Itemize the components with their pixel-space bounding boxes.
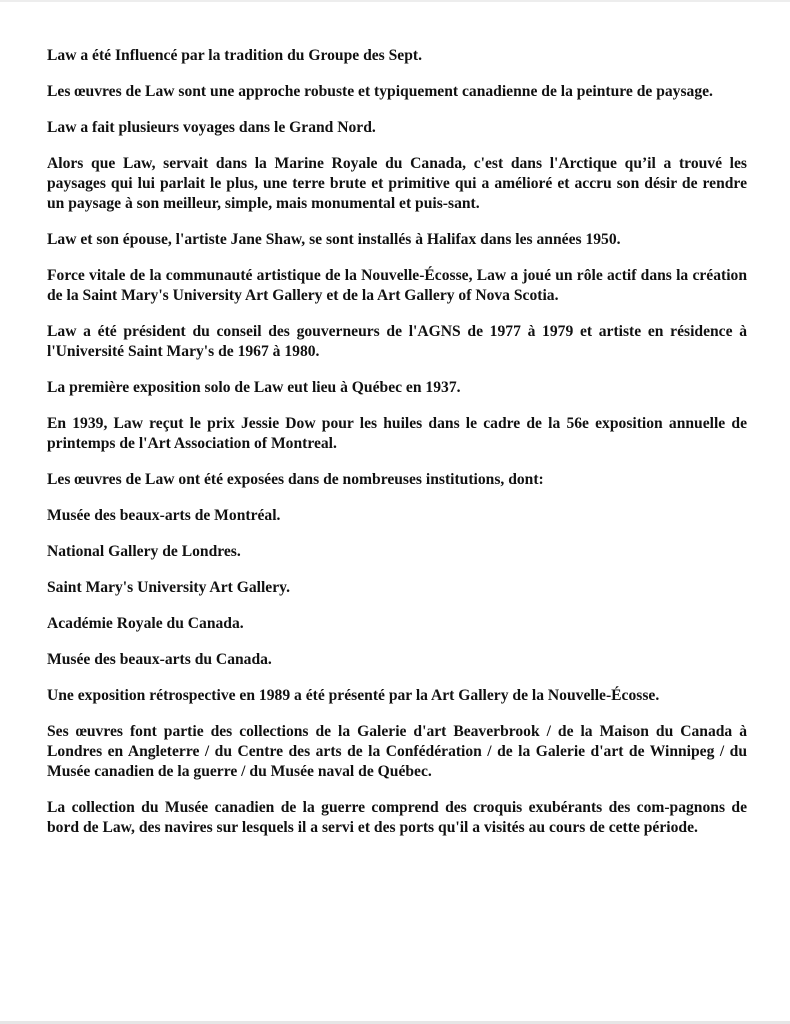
paragraph-grand-nord: Law a fait plusieurs voyages dans le Grand Nord. (47, 119, 376, 136)
paragraph-war-museum: La collection du Musée canadien de la guerre comprend des croquis exubérants des com-pagnons de bord de Law, des navires sur lesquels il a servi et des ports qu'il a visités au cours de cette période. (47, 799, 747, 836)
paragraph-jessie-dow: En 1939, Law reçut le prix Jessie Dow pour les huiles dans le cadre de la 56e exposition annuelle de printemps de l'Art Association of Montreal. (47, 415, 747, 452)
paragraph-nova-scotia: Force vitale de la communauté artistique de la Nouvelle-Écosse, Law a joué un rôle actif dans la création de la Saint Mary's University Art Gallery et de la Art Gallery of Nova Scotia. (47, 267, 747, 304)
paragraph-agns: Law a été président du conseil des gouverneurs de l'AGNS de 1977 à 1979 et artiste en résidence à l'Université Saint Mary's de 1967 à 1980. (47, 323, 747, 360)
paragraph-first-exhibition: La première exposition solo de Law eut lieu à Québec en 1937. (47, 379, 461, 396)
institution-item: Musée des beaux-arts du Canada. (47, 651, 272, 668)
institution-item: Saint Mary's University Art Gallery. (47, 579, 290, 596)
paragraph-retrospective: Une exposition rétrospective en 1989 a été présenté par la Art Gallery de la Nouvelle-Écosse. (47, 687, 660, 704)
scan-top-edge (0, 0, 790, 2)
institution-item: Musée des beaux-arts de Montréal. (47, 507, 281, 524)
paragraph-collections: Ses œuvres font partie des collections de la Galerie d'art Beaverbrook / de la Maison du Canada à Londres en Angleterre / du Centre des arts de la Confédération / de la Galerie d'art de Winnipeg / du Musée canadien de la guerre / du Musée naval de Québec. (47, 723, 747, 780)
paragraph-halifax: Law et son épouse, l'artiste Jane Shaw, se sont installés à Halifax dans les années 1950. (47, 231, 621, 248)
institution-item: National Gallery de Londres. (47, 543, 241, 560)
document-body (47, 46, 747, 854)
paragraph-canadian-landscape: Les œuvres de Law sont une approche robuste et typiquement canadienne de la peinture de paysage. (47, 83, 713, 100)
paragraph-arctic: Alors que Law, servait dans la Marine Royale du Canada, c'est dans l'Arctique qu’il a trouvé les paysages qui lui parlait le plus, une terre brute et primitive qui a amélioré et accru son désir de rendre un paysage à son meilleur, simple, mais monumental et puis-sant. (47, 155, 747, 212)
paragraph-institutions-intro: Les œuvres de Law ont été exposées dans de nombreuses institutions, dont: (47, 471, 544, 488)
institution-item: Académie Royale du Canada. (47, 615, 244, 632)
paragraph-group-of-seven: Law a été Influencé par la tradition du Groupe des Sept. (47, 47, 422, 64)
